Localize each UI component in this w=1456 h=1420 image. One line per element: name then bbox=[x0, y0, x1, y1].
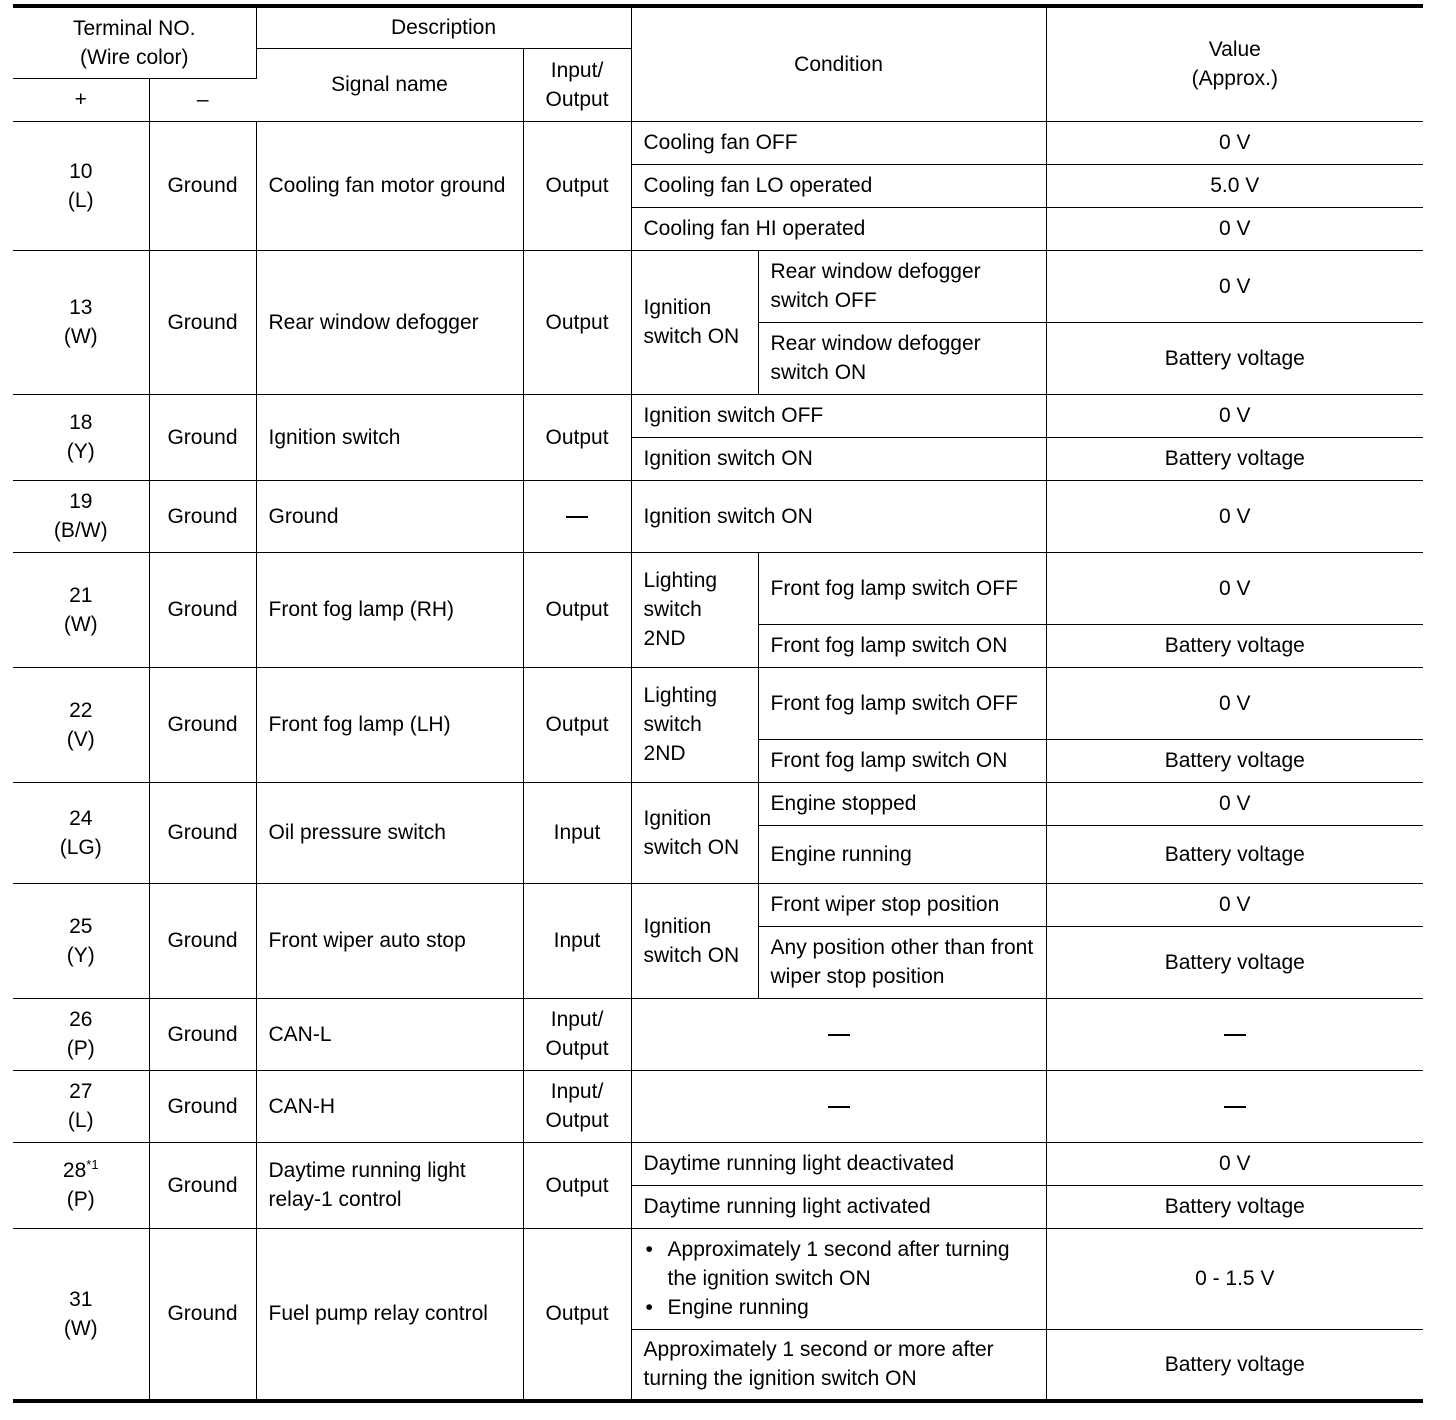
input-output-value: Input bbox=[553, 929, 601, 952]
terminal-number: 18 bbox=[69, 411, 93, 434]
terminal-header-label: Terminal NO. bbox=[72, 16, 196, 40]
input-output-header bbox=[523, 48, 631, 121]
input-output-cell bbox=[523, 552, 631, 667]
value-cell: Battery voltage bbox=[1046, 1329, 1423, 1401]
value-cell: 0 V bbox=[1046, 552, 1423, 624]
minus-header: – bbox=[149, 78, 256, 121]
table-row bbox=[13, 552, 1423, 624]
terminal-table bbox=[13, 4, 1423, 1403]
signal-name-cell: Front fog lamp (RH) bbox=[256, 552, 523, 667]
approx-header-label: (Approx.) bbox=[1191, 67, 1278, 91]
minus-terminal-cell: Ground bbox=[149, 1070, 256, 1142]
terminal-cell bbox=[13, 1142, 149, 1228]
table-row bbox=[13, 998, 1423, 1070]
wire-color: (Y) bbox=[66, 943, 95, 967]
value-cell: Battery voltage bbox=[1046, 1185, 1423, 1228]
signal-name-cell: Oil pressure switch bbox=[256, 782, 523, 883]
value-cell bbox=[1046, 998, 1423, 1070]
table-row bbox=[13, 1070, 1423, 1142]
wire-color-header-label: (Wire color) bbox=[80, 45, 189, 69]
condition-group-cell: Lighting switch 2ND bbox=[631, 667, 758, 782]
wire-color: (L) bbox=[67, 188, 94, 212]
terminal-cell bbox=[13, 782, 149, 883]
terminal-number: 24 bbox=[69, 806, 93, 830]
not-applicable-dash bbox=[566, 516, 588, 518]
input-output-value: Output bbox=[545, 425, 609, 449]
condition-cell: Approximately 1 second or more after turning the ignition switch ON bbox=[631, 1329, 1046, 1401]
value-cell: 0 - 1.5 V bbox=[1046, 1228, 1423, 1329]
minus-terminal-cell: Ground bbox=[149, 667, 256, 782]
input-output-value: Output bbox=[545, 1173, 609, 1197]
terminal-number: 21 bbox=[69, 583, 93, 607]
condition-cell bbox=[631, 998, 1046, 1070]
signal-name-cell: CAN-L bbox=[256, 998, 523, 1070]
condition-bullet-item: • Approximately 1 second after turning the ignition switch ON bbox=[644, 1235, 1034, 1293]
input-output-cell bbox=[523, 1070, 631, 1142]
value-cell: 0 V bbox=[1046, 1142, 1423, 1185]
value-cell: 0 V bbox=[1046, 782, 1423, 825]
value-cell: 5.0 V bbox=[1046, 164, 1423, 207]
value-cell: Battery voltage bbox=[1046, 926, 1423, 998]
wire-color: (P) bbox=[66, 1188, 95, 1211]
value-cell: 0 V bbox=[1046, 667, 1423, 739]
input-output-value: Input bbox=[553, 821, 601, 844]
terminal-cell bbox=[13, 883, 149, 998]
terminal-header bbox=[13, 6, 256, 78]
condition-cell: Front wiper stop position bbox=[758, 883, 1046, 926]
condition-cell: Engine stopped bbox=[758, 782, 1046, 825]
table-row bbox=[13, 394, 1423, 437]
condition-group-cell: Ignition switch ON bbox=[631, 782, 758, 883]
minus-terminal-cell: Ground bbox=[149, 998, 256, 1070]
condition-bullet-item: • Engine running bbox=[644, 1293, 1034, 1322]
table-body bbox=[13, 121, 1423, 1401]
condition-cell bbox=[631, 1070, 1046, 1142]
condition-cell: Front fog lamp switch OFF bbox=[758, 552, 1046, 624]
table-row bbox=[13, 883, 1423, 926]
terminal-table-container bbox=[13, 4, 1423, 1403]
input-output-value: Input/ Output bbox=[545, 1080, 609, 1132]
value-cell: 0 V bbox=[1046, 250, 1423, 322]
condition-cell: Engine running bbox=[758, 825, 1046, 883]
condition-bullet-list bbox=[644, 1235, 1034, 1322]
signal-name-cell: Front wiper auto stop bbox=[256, 883, 523, 998]
terminal-number: 13 bbox=[69, 296, 93, 319]
condition-cell: Rear window defogger switch ON bbox=[758, 322, 1046, 394]
signal-name-cell: Ignition switch bbox=[256, 394, 523, 480]
terminal-number: 28 bbox=[62, 1159, 87, 1182]
input-output-value: Input/ Output bbox=[545, 1008, 609, 1060]
table-row bbox=[13, 667, 1423, 739]
input-output-cell bbox=[523, 250, 631, 394]
input-output-cell bbox=[523, 782, 631, 883]
value-header-label: Value bbox=[1208, 38, 1261, 62]
value-cell: 0 V bbox=[1046, 121, 1423, 164]
description-header: Description bbox=[256, 6, 631, 48]
value-cell: 0 V bbox=[1046, 480, 1423, 552]
condition-cell: Daytime running light activated bbox=[631, 1185, 1046, 1228]
table-row bbox=[13, 1228, 1423, 1329]
input-output-cell bbox=[523, 883, 631, 998]
minus-terminal-cell: Ground bbox=[149, 250, 256, 394]
condition-cell: Cooling fan HI operated bbox=[631, 207, 1046, 250]
signal-name-header: Signal name bbox=[256, 48, 523, 121]
terminal-cell bbox=[13, 998, 149, 1070]
condition-cell bbox=[631, 1228, 1046, 1329]
table-row bbox=[13, 782, 1423, 825]
terminal-number: 10 bbox=[69, 159, 93, 183]
value-cell bbox=[1046, 1070, 1423, 1142]
value-cell: Battery voltage bbox=[1046, 739, 1423, 782]
condition-cell: Rear window defogger switch OFF bbox=[758, 250, 1046, 322]
not-applicable-dash bbox=[828, 1106, 850, 1108]
condition-cell: Ignition switch ON bbox=[631, 480, 1046, 552]
terminal-cell bbox=[13, 394, 149, 480]
not-applicable-dash bbox=[1224, 1034, 1246, 1036]
value-cell: Battery voltage bbox=[1046, 624, 1423, 667]
condition-cell: Front fog lamp switch ON bbox=[758, 739, 1046, 782]
condition-group-cell: Lighting switch 2ND bbox=[631, 552, 758, 667]
not-applicable-dash bbox=[1224, 1106, 1246, 1108]
terminal-cell bbox=[13, 250, 149, 394]
condition-group-cell: Ignition switch ON bbox=[631, 883, 758, 998]
condition-cell: Daytime running light deactivated bbox=[631, 1142, 1046, 1185]
signal-name-cell: CAN-H bbox=[256, 1070, 523, 1142]
terminal-number: 22 bbox=[69, 698, 93, 722]
input-output-value: Output bbox=[545, 310, 609, 334]
wire-color: (W) bbox=[63, 612, 98, 636]
wire-color: (V) bbox=[66, 727, 95, 751]
input-output-cell bbox=[523, 1142, 631, 1228]
minus-terminal-cell: Ground bbox=[149, 121, 256, 250]
wire-color: (Y) bbox=[66, 440, 95, 463]
table-row bbox=[13, 121, 1423, 164]
value-cell: Battery voltage bbox=[1046, 825, 1423, 883]
input-output-cell bbox=[523, 394, 631, 480]
terminal-cell bbox=[13, 552, 149, 667]
wire-color: (B/W) bbox=[53, 519, 108, 542]
wire-color: (W) bbox=[63, 325, 98, 348]
condition-cell: Front fog lamp switch OFF bbox=[758, 667, 1046, 739]
minus-terminal-cell: Ground bbox=[149, 1142, 256, 1228]
plus-header: + bbox=[13, 78, 149, 121]
condition-header: Condition bbox=[631, 6, 1046, 121]
signal-name-cell: Front fog lamp (LH) bbox=[256, 667, 523, 782]
terminal-cell bbox=[13, 480, 149, 552]
value-cell: 0 V bbox=[1046, 207, 1423, 250]
signal-name-cell: Rear window defogger bbox=[256, 250, 523, 394]
not-applicable-dash bbox=[828, 1034, 850, 1036]
minus-terminal-cell: Ground bbox=[149, 394, 256, 480]
condition-cell: Any position other than front wiper stop position bbox=[758, 926, 1046, 998]
signal-name-cell: Daytime running light relay-1 control bbox=[256, 1142, 523, 1228]
table-row bbox=[13, 480, 1423, 552]
value-header bbox=[1046, 6, 1423, 121]
condition-cell: Cooling fan LO operated bbox=[631, 164, 1046, 207]
input-output-value: Output bbox=[545, 713, 609, 736]
terminal-number: 19 bbox=[69, 490, 93, 513]
input-output-value: Output bbox=[545, 1302, 609, 1326]
terminal-number: 31 bbox=[69, 1287, 93, 1311]
condition-cell: Ignition switch ON bbox=[631, 437, 1046, 480]
terminal-number: 25 bbox=[69, 914, 93, 938]
value-cell: 0 V bbox=[1046, 394, 1423, 437]
minus-terminal-cell: Ground bbox=[149, 782, 256, 883]
table-row bbox=[13, 250, 1423, 322]
signal-name-cell: Ground bbox=[256, 480, 523, 552]
input-output-value: Output bbox=[545, 174, 609, 197]
input-output-cell bbox=[523, 998, 631, 1070]
minus-terminal-cell: Ground bbox=[149, 480, 256, 552]
condition-cell: Front fog lamp switch ON bbox=[758, 624, 1046, 667]
minus-terminal-cell: Ground bbox=[149, 1228, 256, 1401]
terminal-note-marker: *1 bbox=[86, 1157, 99, 1172]
input-output-cell bbox=[523, 121, 631, 250]
wire-color: (W) bbox=[63, 1316, 98, 1340]
input-output-value: Output bbox=[545, 598, 609, 621]
value-cell: Battery voltage bbox=[1046, 322, 1423, 394]
minus-terminal-cell: Ground bbox=[149, 883, 256, 998]
value-cell: 0 V bbox=[1046, 883, 1423, 926]
wire-color: (L) bbox=[67, 1109, 94, 1132]
input-output-cell bbox=[523, 1228, 631, 1401]
signal-name-cell: Cooling fan motor ground bbox=[256, 121, 523, 250]
condition-cell: Cooling fan OFF bbox=[631, 121, 1046, 164]
terminal-cell bbox=[13, 121, 149, 250]
condition-group-cell: Ignition switch ON bbox=[631, 250, 758, 394]
input-output-cell bbox=[523, 667, 631, 782]
wire-color: (LG) bbox=[59, 835, 102, 859]
input-header-label: Input/ bbox=[550, 58, 604, 82]
minus-terminal-cell: Ground bbox=[149, 552, 256, 667]
terminal-cell bbox=[13, 667, 149, 782]
terminal-number: 27 bbox=[69, 1080, 93, 1103]
terminal-number: 26 bbox=[69, 1008, 93, 1031]
output-header-label: Output bbox=[545, 87, 609, 111]
wire-color: (P) bbox=[66, 1037, 95, 1060]
signal-name-cell: Fuel pump relay control bbox=[256, 1228, 523, 1401]
table-row bbox=[13, 1142, 1423, 1185]
terminal-cell bbox=[13, 1070, 149, 1142]
value-cell: Battery voltage bbox=[1046, 437, 1423, 480]
condition-cell: Ignition switch OFF bbox=[631, 394, 1046, 437]
input-output-cell bbox=[523, 480, 631, 552]
terminal-cell bbox=[13, 1228, 149, 1401]
